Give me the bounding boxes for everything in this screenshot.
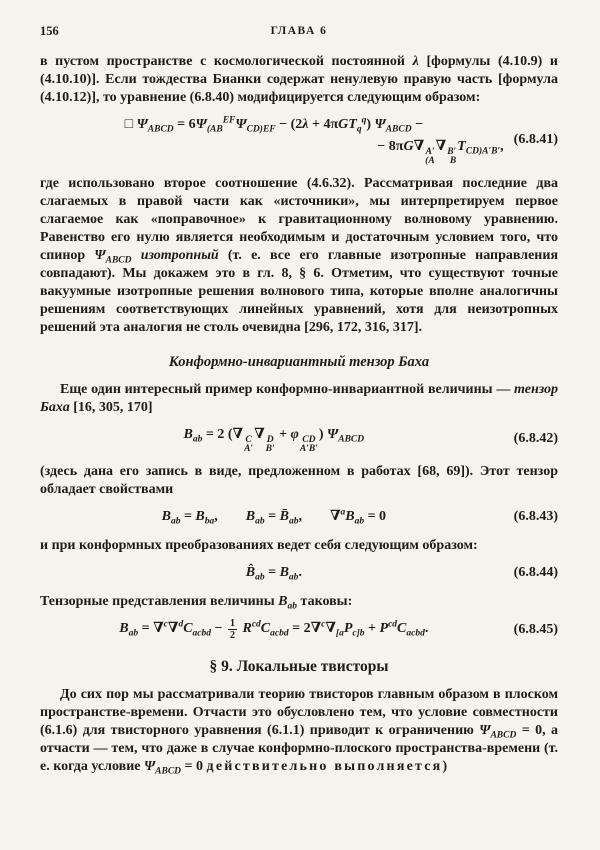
text-run: До сих пор мы рассматривали теорию твисторов главным образом в плоском пространстве-времени. Отчасти это обусловлено тем, что условие совместности (6.1.6) для твисторного уравнения (6.1.1) приводит к ограничению	[40, 687, 558, 738]
equation-line	[40, 424, 508, 454]
text-run: ∇ B′ B	[435, 139, 457, 166]
text-run: тензор Баха	[40, 382, 558, 415]
text-run: )	[366, 117, 375, 132]
equation-body	[40, 114, 508, 166]
paragraph-5	[40, 537, 558, 555]
text-run: ∇ C A′	[232, 427, 254, 454]
subsection-heading-bach: Конформно-инвариантный тензор Баха	[168, 354, 430, 370]
text-run: ,	[500, 139, 504, 154]
text-run: )	[442, 759, 448, 774]
text-run: где использовано второе соотношение (4.6.32). Рассматривая последние два слагаемых в правой части как «источники», мы интерпретируем первое слагаемое как «поправочное» к гравитационному волновому уравнению. Равенство его нулю является необходимым и достаточным условием того, что спинор	[40, 176, 558, 263]
text-run: таковы:	[297, 594, 353, 609]
text-run: − (2	[275, 117, 303, 132]
text-run: [16, 305, 170]	[69, 400, 153, 415]
paragraph-2	[40, 175, 558, 337]
text-run: $\Psi_{CD)EF}$	[235, 117, 276, 135]
text-run: и при конформных преобразованиях ведет себя следующим образом:	[40, 538, 478, 553]
text-run: $\Psi_{ABCD}$	[479, 723, 517, 741]
text-run: )	[318, 427, 328, 442]
equation-line	[40, 114, 508, 136]
running-head	[40, 22, 558, 38]
text-run: ∇$^c$	[310, 619, 326, 636]
text-run: = 2 (	[202, 427, 233, 442]
text-run: $B_{ab}$	[279, 565, 299, 583]
text-run: = 0	[181, 759, 207, 774]
text-run: .	[298, 565, 302, 580]
text-run: [формулы (4.10.9) и (4.10.10)]. Если тождества Бианки содержат ненулевую правую часть [формула (4.10.12)], то уравнение (6.8.40) модифицируется следующим образом:	[40, 54, 558, 105]
text-run: ∇$^a$	[329, 507, 346, 524]
equation-body	[40, 562, 508, 584]
equation-line	[40, 618, 508, 641]
page-number: 156	[40, 24, 59, 38]
paragraph-4	[40, 463, 558, 499]
equation-6-8-41	[40, 114, 558, 166]
equation-body	[40, 424, 508, 454]
text-run: φ CD A′B′	[290, 427, 318, 454]
text-run: $B_{ba}$	[195, 509, 215, 527]
text-run: ,	[214, 509, 246, 524]
text-run: $B_{ab}$	[245, 509, 265, 527]
text-run: + 4π	[308, 117, 339, 132]
text-run: $C_{acbd}$	[397, 621, 425, 639]
text-run: Еще один интересный пример конформно-инвариантной величины —	[60, 382, 515, 397]
fraction: $\frac{1}{2}$	[229, 618, 235, 641]
text-run: λ	[302, 117, 309, 132]
text-run: +	[275, 427, 291, 442]
text-run: $R^{cd}$	[242, 619, 261, 636]
text-run: G	[338, 117, 349, 132]
equation-number: (6.8.44)	[513, 565, 558, 580]
equation-number: (6.8.42)	[513, 431, 558, 446]
text-run: $B̂_{ab}$	[245, 565, 265, 583]
text-run: − 8π	[377, 139, 404, 154]
text-run: $T_{CD)A'B'}$	[457, 139, 501, 157]
paragraph-6	[40, 593, 558, 611]
text-run: ∇ D B′	[254, 427, 275, 454]
text-run: $\nabla_{[a}$	[325, 621, 344, 639]
text-run: $T_q$	[348, 117, 362, 135]
text-run: =	[180, 509, 196, 524]
text-run	[131, 248, 140, 263]
text-run: $\Psi_{ABCD}$	[94, 248, 132, 266]
text-run: $\Psi_{ABCD}$	[143, 759, 182, 777]
text-run: (здесь дана его запись в виде, предложенном в работах [68, 69]). Этот тензор обладает свойствами	[40, 464, 558, 497]
text-run: в пустом пространстве с космологической постоянной	[40, 54, 413, 69]
paragraph-7	[40, 686, 558, 776]
equation-line	[40, 562, 508, 584]
text-run: Тензорные представления величины	[40, 594, 279, 609]
equation-6-8-44	[40, 562, 558, 584]
text-run: $\Psi_{ABCD}$	[374, 117, 412, 135]
text-run: −	[211, 621, 226, 636]
text-run: $B̄_{ab}$	[279, 509, 299, 527]
text-run: $B_{ab}$	[278, 594, 298, 612]
text-run: EF	[222, 115, 236, 126]
equation-line	[40, 136, 508, 166]
text-run: ∇ A′ (A	[413, 139, 435, 166]
text-run: ∇$^c$	[153, 619, 168, 636]
text-run: $C_{acbd}$	[260, 621, 289, 639]
equation-number: (6.8.43)	[513, 509, 558, 524]
chapter-running-title: ГЛАВА 6	[270, 25, 328, 37]
text-run: изотропный	[140, 248, 219, 263]
text-run: .	[424, 621, 429, 636]
equation-6-8-42	[40, 424, 558, 454]
text-run: = 2	[288, 621, 311, 636]
text-run: = 0, а отчасти — тем, что даже в случае конформно-плоского пространства-времени (т. е. когда условие	[40, 723, 558, 774]
equation-6-8-45	[40, 618, 558, 641]
text-run: $B_{ab}$	[119, 621, 139, 639]
text-run: (т. е. все его главные изотропные направления совпадают). Мы докажем это в гл. 8, § 6. Отметим, что существуют точные вакуумные изотропные решения волнового типа, которые вполне аналогичны решениям соответствующих линейных уравнений, хотя для неизотропных решений эта аналогия не столь очевидна [296, 172, 316, 317].	[40, 248, 559, 335]
equation-body	[40, 618, 508, 641]
text-run: $B_{ab}$	[345, 509, 365, 527]
section-heading-9: § 9. Локальные твисторы	[209, 658, 389, 675]
paragraph-1	[40, 53, 558, 107]
text-run: $P_{c]b}$	[343, 621, 365, 639]
text-run: $\Psi_{(AB}$	[195, 117, 223, 135]
text-run: =	[138, 621, 154, 636]
text-run: $P^{cd}$	[379, 619, 398, 636]
text-run: ,	[298, 509, 330, 524]
equation-line	[40, 506, 508, 528]
text-run: λ	[412, 54, 419, 69]
text-run: действительно выполняется	[206, 759, 443, 774]
text-run: =	[264, 565, 280, 580]
equation-body	[40, 506, 508, 528]
paragraph-3	[40, 381, 558, 417]
text-run: =	[264, 509, 280, 524]
text-run: $B_{ab}$	[183, 427, 203, 445]
text-run: G	[403, 139, 414, 154]
equation-number: (6.8.45)	[513, 621, 558, 637]
text-run: +	[364, 621, 380, 636]
text-run: □	[124, 117, 137, 132]
text-run: q	[361, 115, 367, 126]
text-run: = 0	[364, 509, 387, 524]
equation-6-8-43	[40, 506, 558, 528]
text-run: ∇$^d$	[167, 619, 184, 636]
text-run: −	[411, 117, 424, 132]
text-run: $\Psi_{ABCD}$	[136, 117, 174, 135]
text-run: = 6	[173, 117, 196, 132]
equation-number: (6.8.41)	[513, 132, 558, 147]
text-run: $B_{ab}$	[161, 509, 181, 527]
text-run: $C_{acbd}$	[183, 621, 211, 639]
text-run: $\Psi_{ABCD}$	[327, 427, 365, 445]
